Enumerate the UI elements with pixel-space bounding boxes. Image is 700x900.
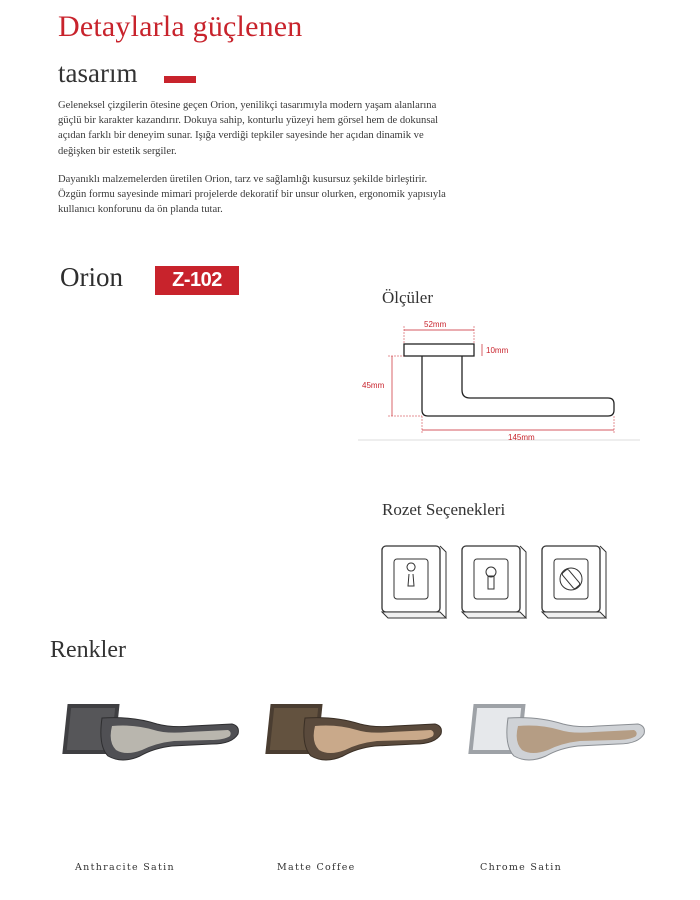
page-subtitle: tasarım bbox=[58, 58, 138, 88]
rosette-options bbox=[378, 540, 618, 624]
dim-total-height: 45mm bbox=[362, 381, 385, 390]
color-label-chrome: Chrome Satin bbox=[480, 862, 563, 873]
handle-anthracite-satin bbox=[62, 700, 242, 780]
product-code: Z-102 bbox=[172, 269, 222, 291]
intro-paragraph-1: Geleneksel çizgilerin ötesine geçen Orion, yenilikçi tasarımıyla modern yaşam alanlarına güçlü bir karakter kazandırır. Dokuya sahip, konturlu yüzeyi hem görsel hem de dokunsal açıdan farklı bir deneyim sunar. Işığa verdiği tepkiler sayesinde her açıdan dinamik ve değişken bir estetik sergiler. bbox=[58, 100, 439, 157]
rosette-wc-icon bbox=[542, 546, 606, 618]
product-code-badge bbox=[155, 266, 239, 295]
dim-rosette-width: 52mm bbox=[424, 320, 447, 329]
handle-chrome-satin bbox=[468, 700, 648, 780]
rosette-cylinder-icon bbox=[462, 546, 526, 618]
color-label-anthracite: Anthracite Satin bbox=[75, 862, 175, 873]
dim-length: 145mm bbox=[508, 433, 535, 442]
dimension-drawing bbox=[358, 312, 648, 452]
colors-title: Renkler bbox=[50, 637, 126, 663]
handle-matte-coffee bbox=[265, 700, 445, 780]
product-name: Orion bbox=[60, 262, 123, 292]
rosette-key-icon bbox=[382, 546, 446, 618]
color-label-coffee: Matte Coffee bbox=[277, 862, 356, 873]
page-title: Detaylarla güçlenen bbox=[58, 10, 303, 43]
dimensions-title: Ölçüler bbox=[382, 288, 433, 307]
intro-paragraph-2: Dayanıklı malzemelerden üretilen Orion, tarz ve sağlamlığı kusursuz şekilde birleştirir. Özgün formu sayesinde mimari projelerde dekoratif bir unsur olurken, ergonomik yapısıyla kullanıcı konforunu da ön planda tutar. bbox=[58, 174, 446, 216]
rosette-title: Rozet Seçenekleri bbox=[382, 500, 506, 519]
dim-rosette-height: 10mm bbox=[486, 346, 509, 355]
accent-bar bbox=[164, 76, 196, 83]
